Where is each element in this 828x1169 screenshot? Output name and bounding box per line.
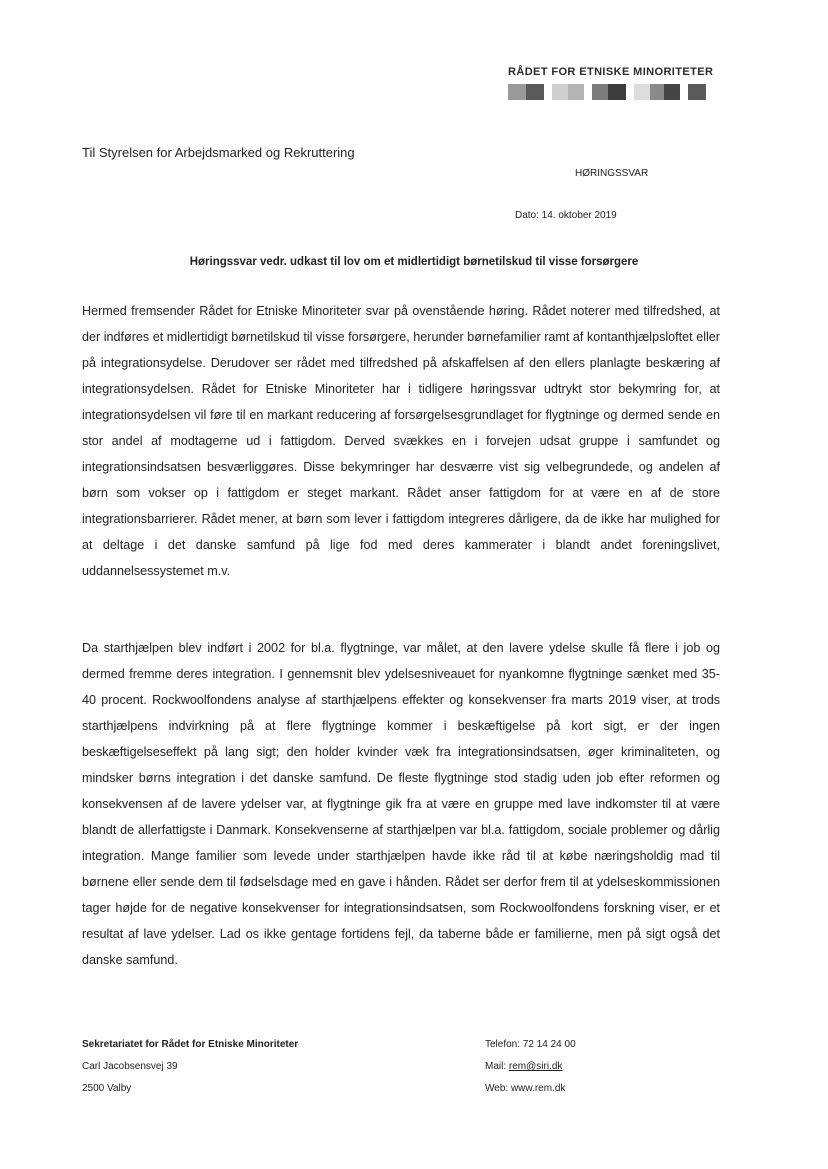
logo-bar-segment xyxy=(584,84,592,100)
logo-bar-segment xyxy=(608,84,626,100)
footer-org-name: Sekretariatet for Rådet for Etniske Minoriteter xyxy=(82,1039,299,1050)
footer-mail-line xyxy=(485,1056,576,1078)
footer-mail-label: Mail: xyxy=(485,1061,509,1072)
recipient-line: Til Styrelsen for Arbejdsmarked og Rekruttering xyxy=(82,145,355,160)
footer-web: Web: www.rem.dk xyxy=(485,1083,566,1094)
logo-bar-segment xyxy=(680,84,688,100)
org-logo xyxy=(508,66,723,100)
logo-bar-segment xyxy=(526,84,544,100)
logo-bar-segment xyxy=(664,84,680,100)
logo-bar-segment xyxy=(592,84,608,100)
footer-phone: Telefon: 72 14 24 00 xyxy=(485,1039,576,1050)
footer-contact xyxy=(485,1034,576,1100)
logo-bar-segment xyxy=(688,84,706,100)
document-date: Dato: 14. oktober 2019 xyxy=(515,210,617,221)
org-logo-text: RÅDET FOR ETNISKE MINORITETER xyxy=(508,66,714,78)
logo-bar-segment xyxy=(544,84,552,100)
logo-color-bar xyxy=(508,84,723,100)
logo-bar-segment xyxy=(634,84,650,100)
document-title: Høringssvar vedr. udkast til lov om et midlertidigt børnetilskud til visse forsørgere xyxy=(189,256,639,268)
logo-bar-segment xyxy=(626,84,634,100)
footer-mail-link[interactable]: rem@siri.dk xyxy=(508,1061,563,1072)
logo-bar-segment xyxy=(552,84,568,100)
body-paragraph-2: Da starthjælpen blev indført i 2002 for bl.a. flygtninge, var målet, at den lavere ydelse skulle få flere i job og dermed fremme deres integration. I gennemsnit blev ydelsesniveauet for nyankomne flygtninge sænket med 35-40 procent. Rockwoolfondens analyse af starthjælpens effekter og konsekvenser fra marts 2019 viser, at trods starthjælpens indvirkning på at flere flygtninge kommer i beskæftigelse på kort sigt, er der ingen beskæftigelseseffekt på lang sigt; den holder kvinder væk fra integrationsindsatsen, øger kriminaliteten, og mindsker børns integration i det danske samfund. De fleste flygtninge stod stadig uden job efter reformen og konsekvensen af de lavere ydelser var, at flygtninge gik fra at være en gruppe med lave indkomster til at være blandt de allerfattigste i Danmark. Konsekvenserne af starthjælpen var bl.a. fattigdom, sociale problemer og dårlig integration. Mange familier som levede under starthjælpen havde ikke råd til at købe næringsholdig mad til børnene eller sende dem til fødselsdage med en gave i hånden. Rådet ser derfor frem til at ydelseskommissionen tager højde for de negative konsekvenser for integrationsindsatsen, som Rockwoolfondens forskning viser, er et resultat af lave ydelser. Lad os ikke gentage fortidens fejl, da taberne både er familierne, men på sigt også det danske samfund. xyxy=(82,641,720,967)
footer-address xyxy=(82,1034,298,1100)
logo-bar-segment xyxy=(508,84,526,100)
footer-city: 2500 Valby xyxy=(82,1083,132,1094)
logo-bar-segment xyxy=(568,84,584,100)
body-paragraph-1: Hermed fremsender Rådet for Etniske Minoriteter svar på ovenstående høring. Rådet noterer med tilfredshed, at der indføres et midlertidigt børnetilskud til visse forsørgere, herunder børnefamilier ramt af kontanthjælpsloftet eller på integrationsydelse. Derudover ser rådet med tilfredshed på afskaffelsen af den ellers planlagte beskæring af integrationsydelsen. Rådet for Etniske Minoriteter har i tidligere høringssvar udtrykt stor bekymring for, at integrationsydelsen vil føre til en markant reducering af forsørgelsesgrundlaget for flygtninge og dermed sende en stor andel af modtagerne ud i fattigdom. Derved svækkes en i forvejen udsat gruppe i samfundet og integrationsindsatsen besværliggøres. Disse bekymringer har desværre vist sig velbegrundede, og andelen af børn som vokser op i fattigdom er steget markant. Rådet anser fattigdom for at være en af de store integrationsbarrierer. Rådet mener, at børn som lever i fattigdom integreres dårligere, da de ikke har mulighed for at deltage i det danske samfund på lige fod med deres kammerater i blandt andet foreningslivet, uddannelsessystemet m.v. xyxy=(82,304,720,578)
document-type: HØRINGSSVAR xyxy=(575,168,649,179)
logo-bar-segment xyxy=(650,84,664,100)
footer-street: Carl Jacobsensvej 39 xyxy=(82,1061,178,1072)
